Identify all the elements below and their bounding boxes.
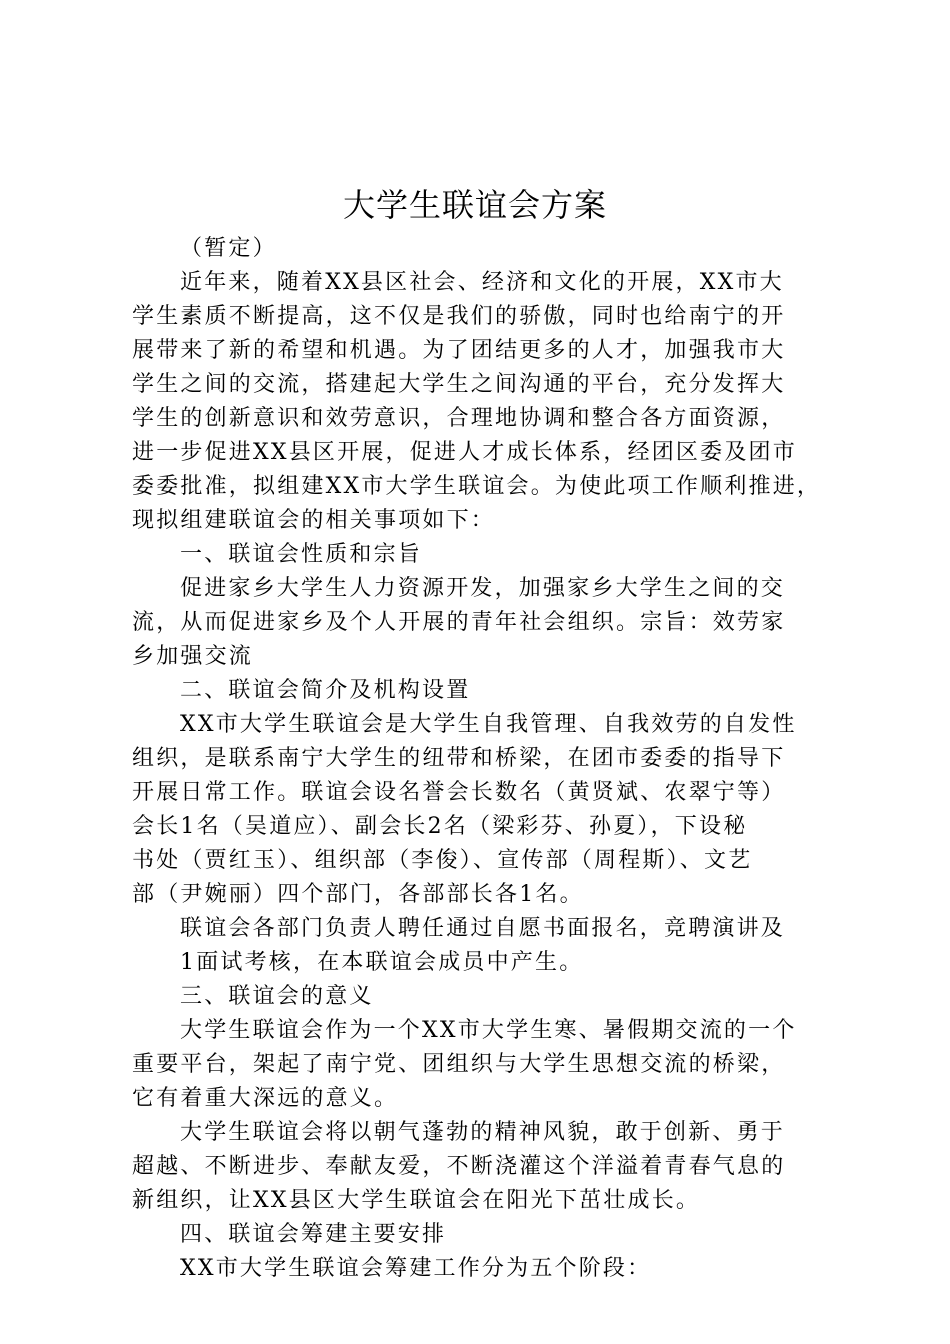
paragraph-line: 学生的创新意识和效劳意识，合理地协调和整合各方面资源， <box>132 406 786 431</box>
section-heading: 二、联谊会简介及机构设置 <box>180 678 471 703</box>
section-heading: 四、联谊会筹建主要安排 <box>180 1222 447 1247</box>
paragraph-line: XX市大学生联谊会是大学生自我管理、自我效劳的自发性 <box>180 712 797 737</box>
document-title: 大学生联谊会方案 <box>342 186 607 224</box>
paragraph-line: 学生之间的交流，搭建起大学生之间沟通的平台，充分发挥大 <box>132 372 786 397</box>
paragraph-line: 大学生联谊会作为一个XX市大学生寒、暑假期交流的一个 <box>180 1018 797 1043</box>
subtitle: （暂定） <box>180 236 277 261</box>
paragraph-line: 乡加强交流 <box>132 644 254 669</box>
paragraph-line: 部（尹婉丽）四个部门，各部部长各1名。 <box>132 882 584 907</box>
paragraph-line: 它有着重大深远的意义。 <box>132 1086 399 1111</box>
paragraph-line: XX市大学生联谊会筹建工作分为五个阶段： <box>180 1256 652 1281</box>
paragraph-line: 促进家乡大学生人力资源开发，加强家乡大学生之间的交 <box>180 576 786 601</box>
paragraph-line: 开展日常工作。联谊会设名誉会长数名（黄贤斌、农翠宁等） <box>132 780 786 805</box>
paragraph-line: 组织，是联系南宁大学生的纽带和桥梁，在团市委委的指导下 <box>132 746 786 771</box>
paragraph-line: 会长1名（吴道应）、副会长2名（梁彩芬、孙夏），下设秘 <box>132 814 748 839</box>
paragraph-line: 近年来，随着XX县区社会、经济和文化的开展，XX市大 <box>180 270 784 295</box>
paragraph-line: 书处（贾红玉）、组织部（李俊）、宣传部（周程斯）、文艺 <box>132 848 753 873</box>
section-heading: 一、联谊会性质和宗旨 <box>180 542 423 567</box>
paragraph-line: 展带来了新的希望和机遇。为了团结更多的人才，加强我市大 <box>132 338 786 363</box>
paragraph-line: 进一步促进XX县区开展，促进人才成长体系，经团区委及团市 <box>132 440 797 465</box>
paragraph-line: 新组织，让XX县区大学生联谊会在阳光下茁壮成长。 <box>132 1188 701 1213</box>
paragraph-line: 大学生联谊会将以朝气蓬勃的精神风貌，敢于创新、勇于 <box>180 1120 786 1145</box>
paragraph-line: 超越、不断进步、奉献友爱，不断浇灌这个洋溢着青春气息的 <box>132 1154 786 1179</box>
document-body <box>132 232 832 1286</box>
paragraph-line: 联谊会各部门负责人聘任通过自愿书面报名，竞聘演讲及 <box>180 916 786 941</box>
paragraph-line: 委委批准，拟组建XX市大学生联谊会。为使此项工作顺利推进， <box>132 474 822 499</box>
paragraph-line: 重要平台，架起了南宁党、团组织与大学生思想交流的桥梁， <box>132 1052 786 1077</box>
paragraph-line: 1面试考核，在本联谊会成员中产生。 <box>180 950 584 975</box>
section-heading: 三、联谊会的意义 <box>180 984 374 1009</box>
paragraph-line: 学生素质不断提高，这不仅是我们的骄傲，同时也给南宁的开 <box>132 304 786 329</box>
paragraph-line: 流，从而促进家乡及个人开展的青年社会组织。宗旨：效劳家 <box>132 610 786 635</box>
paragraph-line: 现拟组建联谊会的相关事项如下： <box>132 508 496 533</box>
